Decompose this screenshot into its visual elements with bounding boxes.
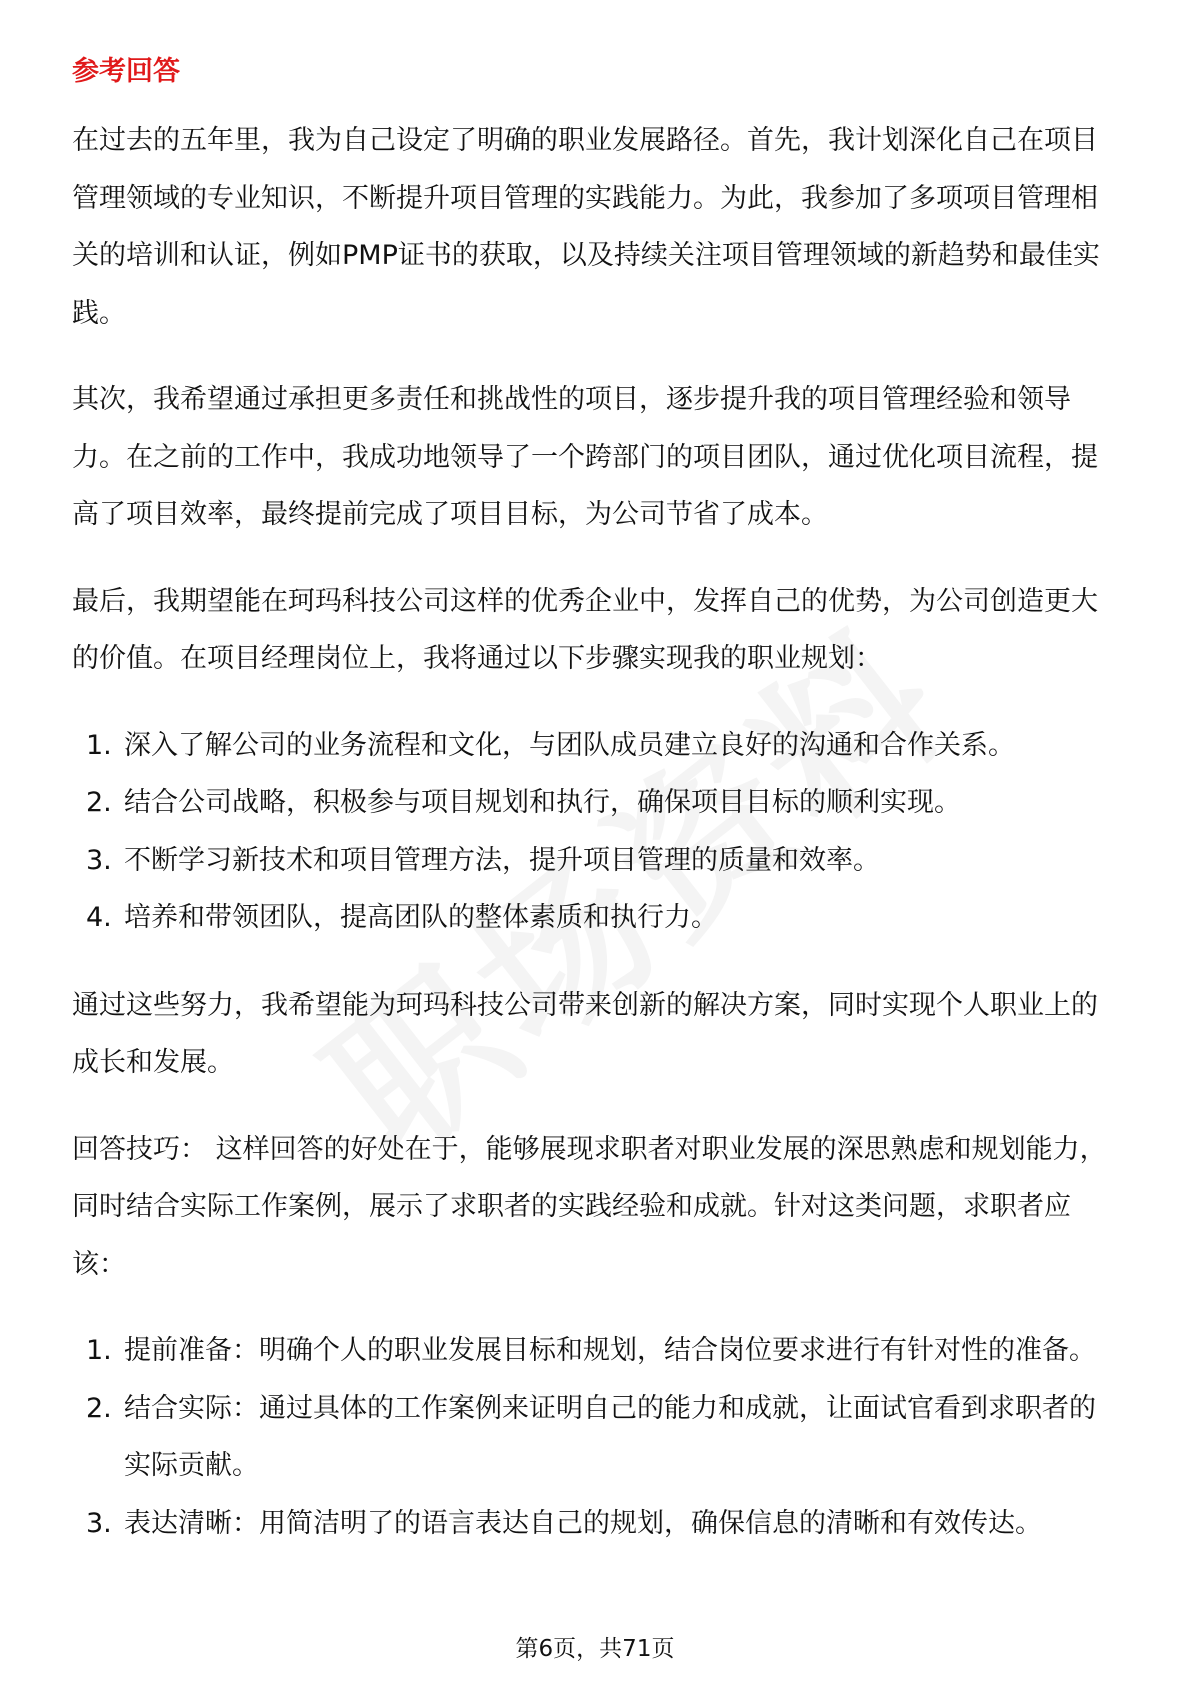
list-item-text: 培养和带领团队，提高团队的整体素质和执行力。 <box>124 902 718 933</box>
list-item <box>72 1322 1120 1380</box>
paragraph-3: 最后，我期望能在珂玛科技公司这样的优秀企业中，发挥自己的优势，为公司创造更大的价值。在项目经理岗位上，我将通过以下步骤实现我的职业规划： <box>72 585 1098 674</box>
list-item <box>72 774 1120 832</box>
tips-paragraph: 回答技巧： 这样回答的好处在于，能够展现求职者对职业发展的深思熟虑和规划能力，同时结合实际工作案例，展示了求职者的实践经验和成就。针对这类问题，求职者应该： <box>72 1133 1107 1280</box>
list-item <box>72 1495 1120 1553</box>
list-number: 4. <box>86 902 112 933</box>
list-number: 3. <box>86 1507 112 1539</box>
list-item <box>72 717 1120 775</box>
list-item <box>72 832 1120 890</box>
list-item <box>72 1380 1120 1495</box>
list-number: 3. <box>86 844 112 876</box>
page-content <box>72 48 1120 1582</box>
list-number: 2. <box>86 787 112 818</box>
plan-steps-list <box>72 717 1120 947</box>
list-item-text: 提前准备：明确个人的职业发展目标和规划，结合岗位要求进行有针对性的准备。 <box>124 1335 1096 1366</box>
paragraph-1: 在过去的五年里，我为自己设定了明确的职业发展路径。首先，我计划深化自己在项目管理领域的专业知识，不断提升项目管理的实践能力。为此，我参加了多项项目管理相关的培训和认证，例如PMP证书的获取，以及持续关注项目管理领域的新趋势和最佳实践。 <box>72 125 1100 329</box>
list-item-text: 表达清晰：用简洁明了的语言表达自己的规划，确保信息的清晰和有效传达。 <box>124 1507 1042 1539</box>
list-item-text: 不断学习新技术和项目管理方法，提升项目管理的质量和效率。 <box>124 844 880 876</box>
list-item-text: 深入了解公司的业务流程和文化，与团队成员建立良好的沟通和合作关系。 <box>124 729 1015 761</box>
list-item <box>72 889 1120 947</box>
closing-paragraph: 通过这些努力，我希望能为珂玛科技公司带来创新的解决方案，同时实现个人职业上的成长和发展。 <box>72 989 1098 1078</box>
list-number: 2. <box>86 1392 112 1424</box>
paragraph-2: 其次，我希望通过承担更多责任和挑战性的项目，逐步提升我的项目管理经验和领导力。在之前的工作中，我成功地领导了一个跨部门的项目团队，通过优化项目流程，提高了项目效率，最终提前完成了项目目标，为公司节省了成本。 <box>72 384 1098 530</box>
page-number-footer: 第6页，共71页 <box>515 1636 675 1662</box>
section-title: 参考回答 <box>72 56 180 87</box>
list-item-text: 结合公司战略，积极参与项目规划和执行，确保项目目标的顺利实现。 <box>124 787 961 818</box>
tips-steps-list <box>72 1322 1120 1552</box>
list-number: 1. <box>86 729 112 761</box>
list-item-text: 结合实际：通过具体的工作案例来证明自己的能力和成就，让面试官看到求职者的实际贡献。 <box>124 1392 1096 1481</box>
list-number: 1. <box>86 1335 112 1366</box>
